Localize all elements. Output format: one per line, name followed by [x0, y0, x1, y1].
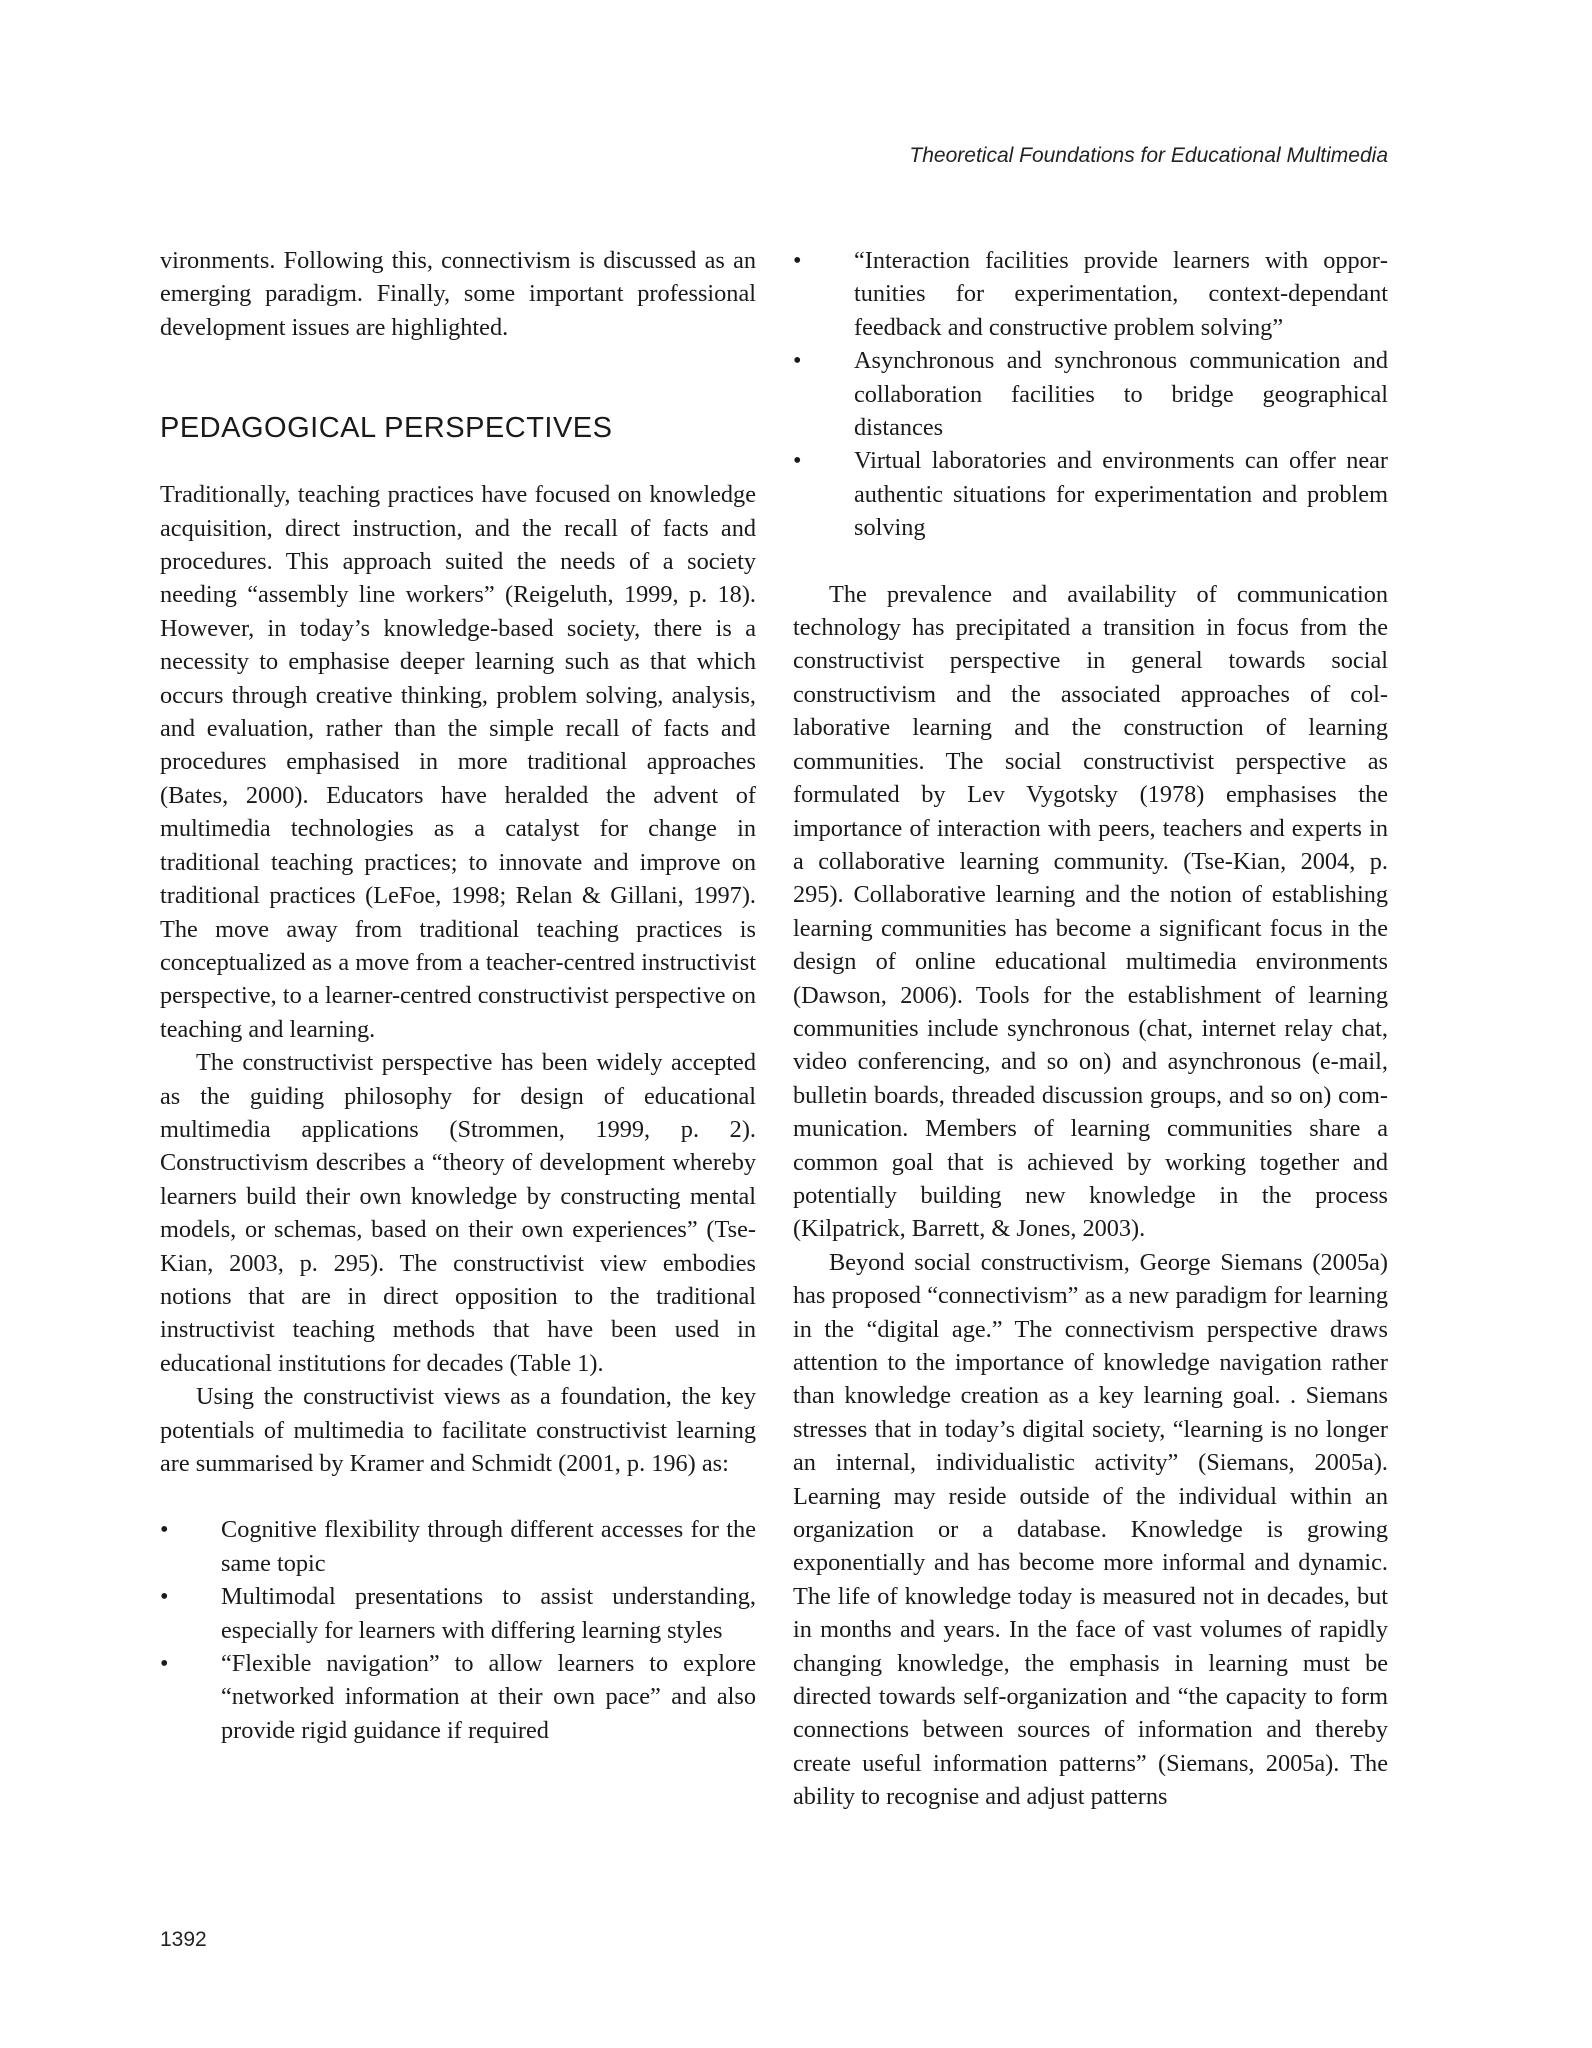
body-paragraph: Using the constructivist views as a foundation, the key potentials of multimedia to facilitate constructivist learning are summarised by Kramer and Schmidt (2001, p. 196) as:: [160, 1383, 756, 1477]
bullet-icon: •: [160, 1516, 169, 1544]
list-item-text: Multimodal presentations to assist understanding, especially for learners with differing learning styles: [221, 1583, 756, 1644]
list-item-text: Virtual laboratories and environments can offer near authentic situations for experimentation and problem solving: [854, 447, 1388, 542]
body-paragraph: Beyond social constructivism, George Siemans (2005a) has proposed “connectivism” as a new paradigm for learning in the “digital age.” The connectivism perspective draws attention to the importance of knowledge navigation rather than knowledge creation as a key learning goal. . Siemans stresses that in today’s digital society, “learning is no longer an internal, individualistic activity” (Siemans, 2005a). Learning may reside outside of the individual within an organization or a database. Knowledge is growing exponentially and has become more informal and dynamic. The life of knowledge today is measured not in decades, but in months and years. In the face of vast volumes of rapidly changing knowledge, the emphasis in learning must be directed towards self-organization and “the capacity to form connections between sources of information and thereby create useful information patterns” (Siemans, 2005a). The ability to recognise and adjust patterns: [793, 1248, 1388, 1811]
bullet-list: [793, 244, 1388, 545]
running-header-title: Theoretical Foundations for Educational Multimedia: [909, 144, 1388, 167]
list-item-text: Asynchronous and synchronous communication and collaboration facilities to bridge geographical distances: [854, 347, 1388, 442]
list-item-text: Cognitive flexibility through different accesses for the same topic: [221, 1516, 756, 1577]
list-item: [793, 444, 1388, 544]
body-paragraph: The constructivist perspective has been widely accepted as the guiding philosophy for design of educational multimedia applications (Strommen, 1999, p. 2). Constructivism describes a “theory of development whereby learners build their own knowledge by constructing mental models, or schemas, based on their own experiences” (Tse-Kian, 2003, p. 295). The constructivist view embodies notions that are in direct opposition to the traditional instructivist teaching methods that have been used in educational institutions for decades (Table 1).: [160, 1049, 756, 1377]
left-column: [160, 244, 756, 1747]
list-item: [160, 1513, 756, 1580]
list-item: [793, 344, 1388, 444]
list-item: [160, 1580, 756, 1647]
list-item-text: “Flexible navigation” to allow learners to explore “networked information at their own pace” and also provide rigid guidance if required: [221, 1650, 756, 1744]
bullet-icon: •: [160, 1583, 169, 1611]
body-paragraph: Traditionally, teaching practices have focused on knowledge acquisition, direct instruction, and the recall of facts and procedures. This approach suited the needs of a society needing “assembly line workers” (Reigeluth, 1999, p. 18). However, in today’s knowledge-based society, there is a necessity to emphasise deeper learning such as that which occurs through creative thinking, problem solving, analysis, and evaluation, rather than the simple recall of facts and procedures emphasised in more traditional approaches (Bates, 2000). Educators have heralded the advent of multimedia technologies as a catalyst for change in traditional teaching practices; to innovate and improve on traditional practices (LeFoe, 1998; Relan & Gillani, 1997). The move away from traditional teaching practices is conceptualized as a move from a teacher-centred instructivist perspective, to a learner-centred constructivist perspective on teaching and learning.: [160, 481, 756, 1043]
bullet-icon: •: [160, 1650, 169, 1678]
bullet-icon: •: [793, 347, 802, 375]
intro-paragraph: vironments. Following this, connectivism is discussed as an emerging paradigm. Finally, some important professional development issues are highlighted.: [160, 247, 756, 341]
right-column: [793, 244, 1388, 1814]
section-heading: PEDAGOGICAL PERSPECTIVES: [160, 412, 613, 445]
list-item-text: “Interaction facilities provide learners with opportunities for experimentation, context-dependant feedback and constructive problem solving”: [854, 247, 1388, 341]
bullet-icon: •: [793, 247, 802, 274]
page-number: 1392: [160, 1928, 207, 1951]
bullet-list: [160, 1513, 756, 1747]
list-item: [160, 1647, 756, 1747]
bullet-icon: •: [793, 447, 802, 475]
list-item: [793, 244, 1388, 344]
body-paragraph: The prevalence and availability of communication technology has precipitated a transition in focus from the constructivist perspective in general towards social constructivism and the associated approaches of collaborative learning and the construction of learning communities. The social constructivist perspective as formulated by Lev Vygotsky (1978) emphasises the importance of interaction with peers, teachers and experts in a collaborative learning community. (Tse-Kian, 2004, p. 295). Collaborative learning and the notion of establishing learning communities has become a significant focus in the design of online educational multimedia environments (Dawson, 2006). Tools for the establishment of learning communities include synchronous (chat, internet relay chat, video conferencing, and so on) and asynchronous (e-mail, bulletin boards, threaded discussion groups, and so on) communication. Members of learning communities share a common goal that is achieved by working together and potentially building new knowledge in the process (Kilpatrick, Barrett, & Jones, 2003).: [793, 580, 1388, 1243]
